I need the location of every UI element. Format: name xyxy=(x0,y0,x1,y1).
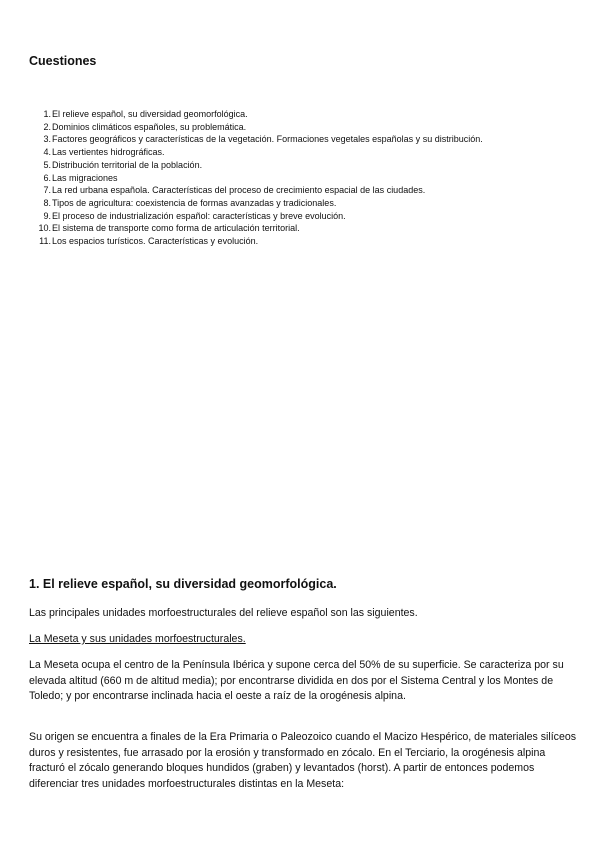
questions-list xyxy=(29,108,589,248)
list-item-number: 3. xyxy=(43,134,51,145)
list-item xyxy=(29,184,589,197)
list-item-number: 1. xyxy=(43,109,51,119)
list-item-text: Factores geográficos y características de la vegetación. Formaciones vegetales españolas y su distribución. xyxy=(52,134,483,145)
intro-paragraph: Las principales unidades morfoestructurales del relieve español son las siguientes. xyxy=(29,607,418,619)
list-item-number: 6. xyxy=(43,172,51,183)
cuestiones-heading: Cuestiones xyxy=(29,54,97,68)
meseta-paragraph: La Meseta ocupa el centro de la Península Ibérica y supone cerca del 50% de su superficie. Se caracteriza por su elevada altitud (660 m de altitud media); por encontrarse dividida en dos por el Sistema Central y los Montes de Toledo; y por encontrarse inclinada hacia el oeste a raíz de la orogénesis alpina. xyxy=(29,659,564,702)
list-item xyxy=(29,108,589,121)
list-item-text: Las migraciones xyxy=(52,172,118,183)
list-item-text: Tipos de agricultura: coexistencia de formas avanzadas y tradicionales. xyxy=(52,197,337,208)
list-item xyxy=(29,210,589,223)
list-item xyxy=(29,197,589,210)
list-item xyxy=(29,133,589,146)
list-item-text: Distribución territorial de la población. xyxy=(52,159,203,170)
list-item xyxy=(29,235,589,248)
list-item xyxy=(29,121,589,134)
list-item-text: La red urbana española. Características del proceso de crecimiento espacial de las ciudades. xyxy=(52,185,426,196)
list-item-text: El proceso de industrialización español: características y breve evolución. xyxy=(52,210,346,221)
list-item xyxy=(29,222,589,235)
list-item-number: 8. xyxy=(43,197,51,208)
list-item-number: 11. xyxy=(39,236,51,247)
list-item-text: Los espacios turísticos. Características y evolución. xyxy=(52,236,259,247)
list-item-number: 7. xyxy=(43,185,51,196)
section-heading: 1. El relieve español, su diversidad geomorfológica. xyxy=(29,577,337,591)
list-item-text: Dominios climáticos españoles, su problemática. xyxy=(52,121,247,132)
list-item-number: 5. xyxy=(43,159,51,170)
meseta-subheading: La Meseta y sus unidades morfoestructurales. xyxy=(29,633,246,645)
list-item-number: 9. xyxy=(43,210,51,221)
list-item xyxy=(29,146,589,159)
list-item xyxy=(29,159,589,172)
list-item-number: 4. xyxy=(43,147,51,158)
list-item-text: El sistema de transporte como forma de articulación territorial. xyxy=(52,223,300,234)
list-item xyxy=(29,172,589,185)
origen-paragraph: Su origen se encuentra a finales de la Era Primaria o Paleozoico cuando el Macizo Hespérico, de materiales silíceos duros y resistentes, fue arrasado por la erosión y transformado en zócalo. En el Terciario, la orogénesis alpina fracturó el zócalo generando bloques hundidos (graben) y levantados (horst). A partir de entonces podemos diferenciar tres unidades morfoestructurales distintas en la Meseta: xyxy=(29,731,577,790)
list-item-text: Las vertientes hidrográficas. xyxy=(52,147,165,158)
list-item-text: El relieve español, su diversidad geomorfológica. xyxy=(52,109,248,119)
list-item-number: 2. xyxy=(43,121,51,132)
list-item-number: 10. xyxy=(38,223,51,234)
